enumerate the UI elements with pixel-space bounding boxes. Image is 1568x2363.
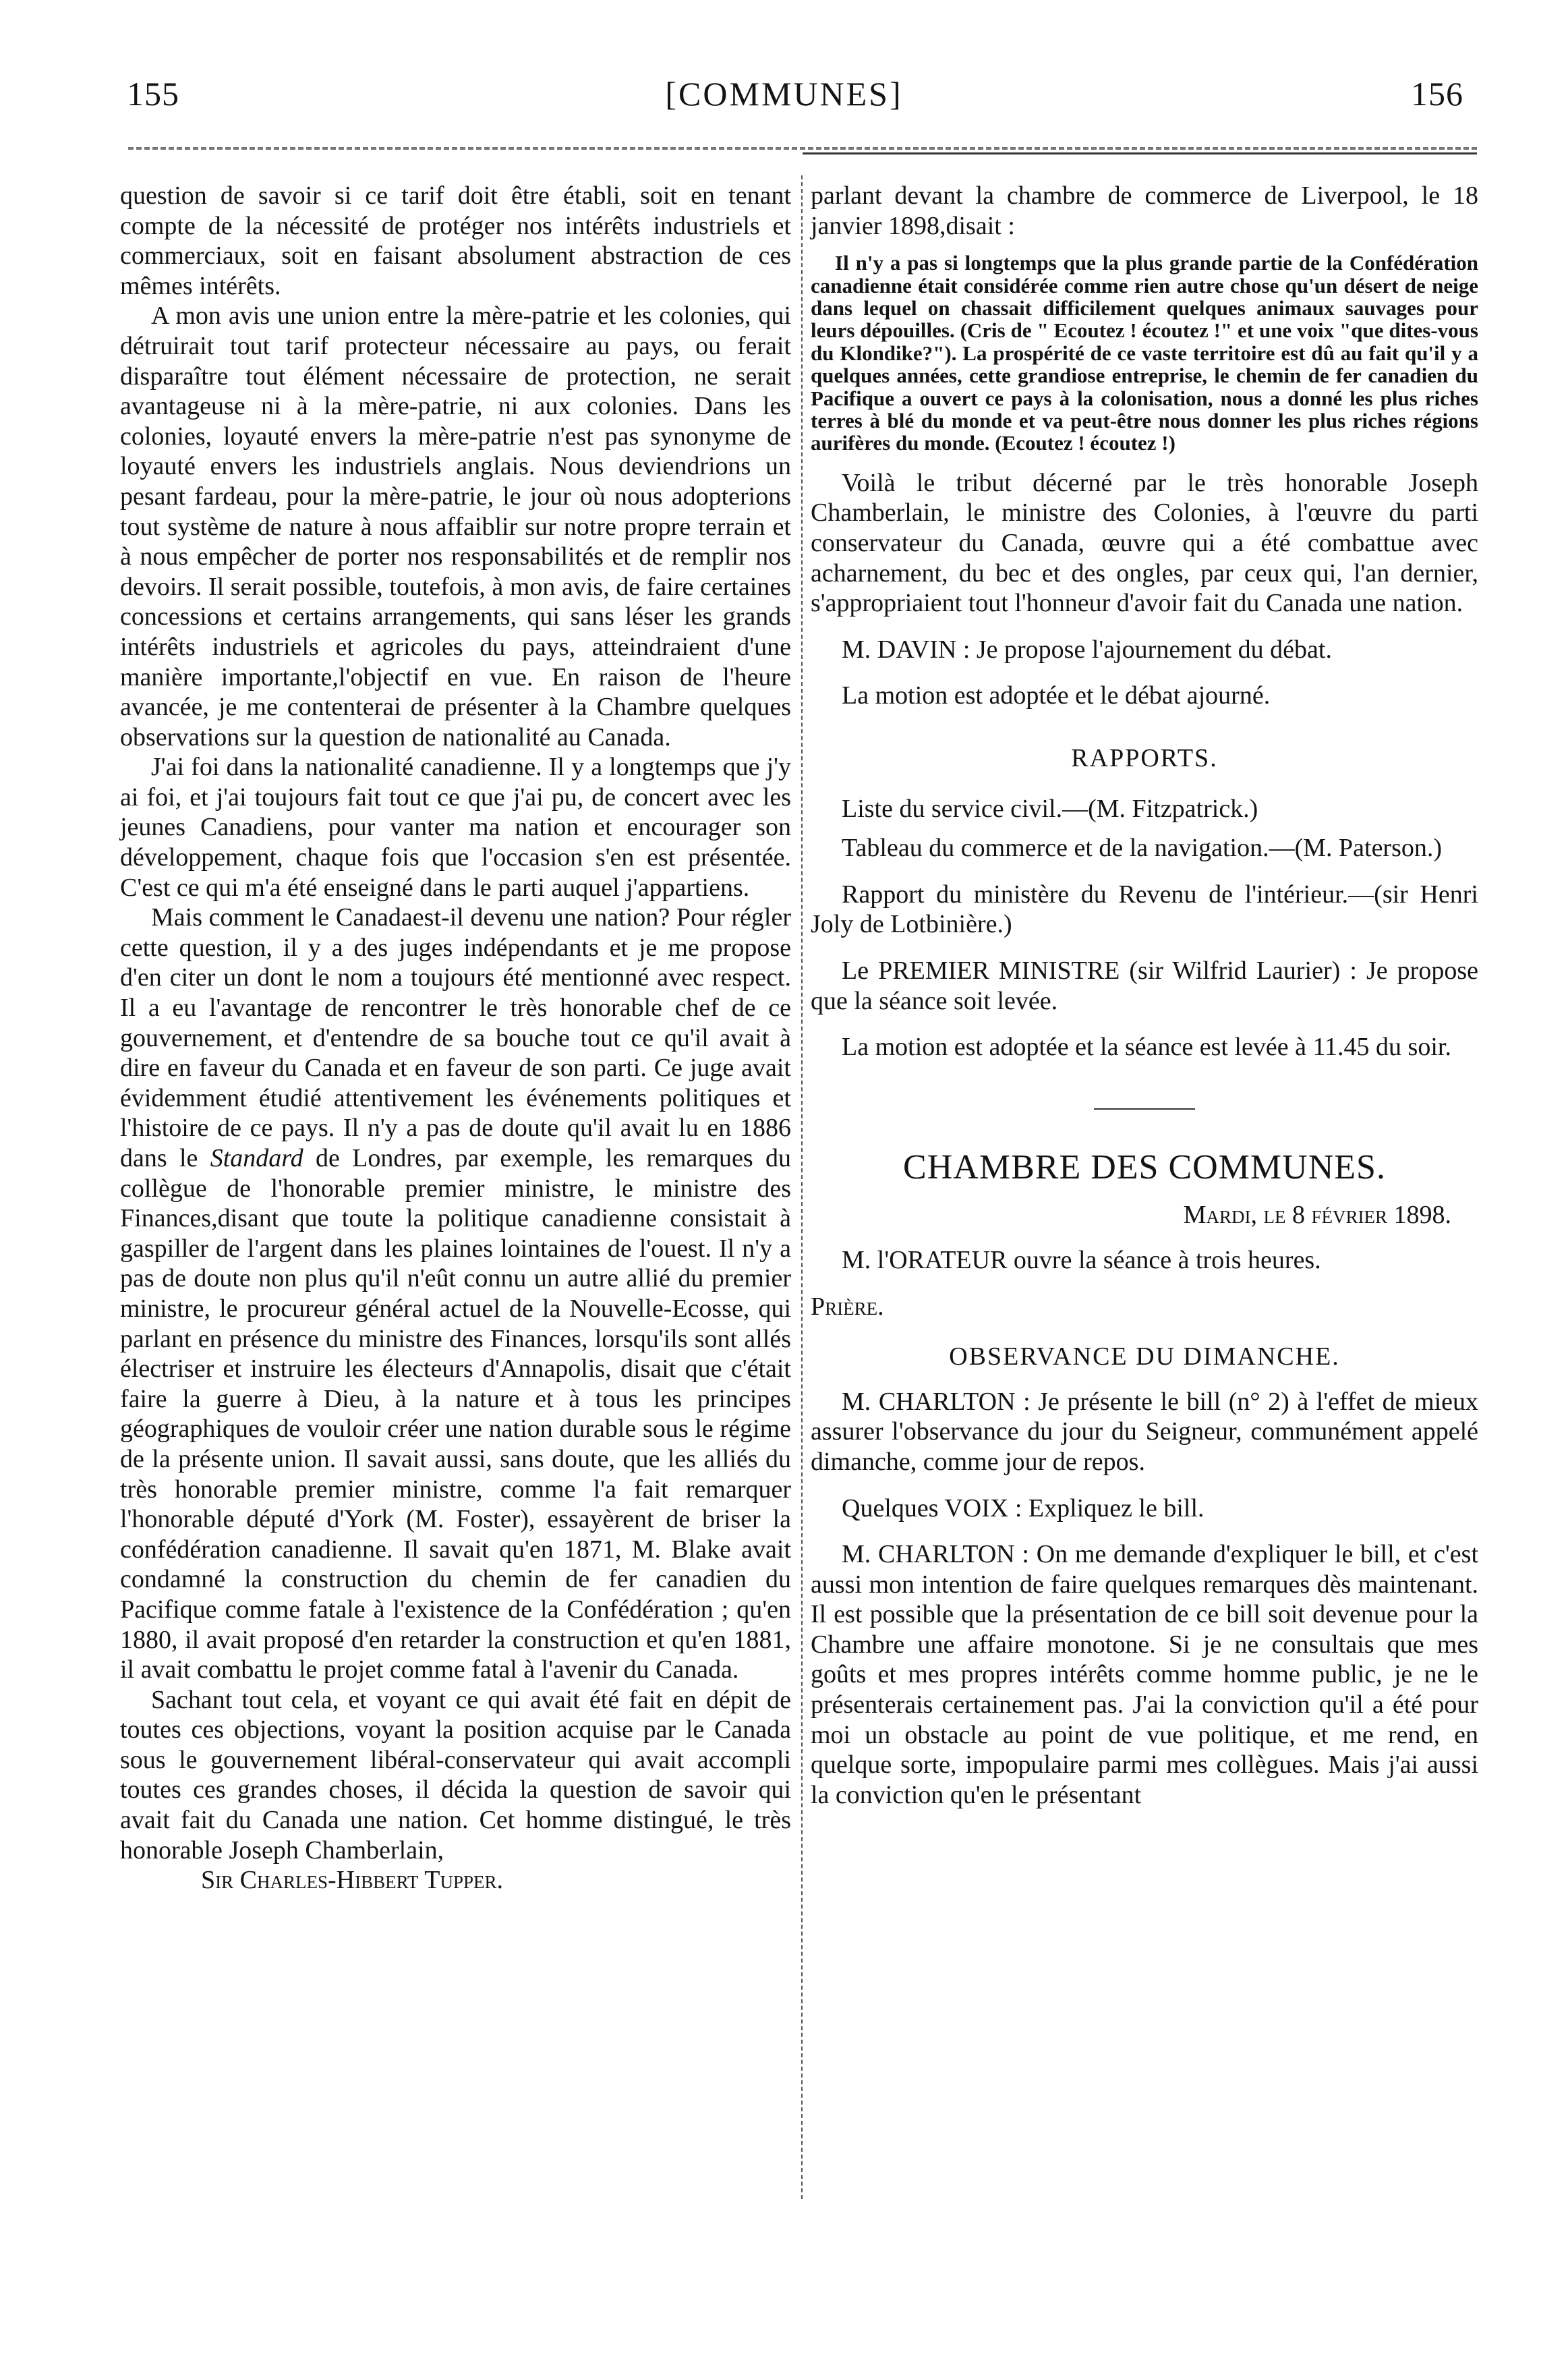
- orateur-opening: M. l'ORATEUR ouvre la séance à trois heures.: [842, 1245, 1321, 1274]
- right-column: [811, 181, 1478, 1810]
- voix-request: Quelques VOIX : Expliquez le bill.: [842, 1493, 1204, 1522]
- session-date-text: Mardi, le 8 février 1898.: [1183, 1201, 1451, 1230]
- chamberlain-quote: Il n'y a pas si longtemps que la plus grande partie de la Confédération canadienne était considérée comme rien autre chose qu'un désert de neige dans lequel on chassait difficilement quelques animaux sauvages pour leurs dépouilles. (Cris de " Ecoutez ! écoutez !" et une voix "que dites-vous du Klondike?"). La prospérité de ce vaste territoire est dû au fait qu'il y a quelques années, cette grandiose entreprise, le chemin de fer canadien du Pacifique a ouvert ce pays à la colonisation, nous a donné les plus riches terres à blé du monde et va peut-être nous donner les plus riches régions aurifères du monde. (Ecoutez ! écoutez !): [811, 251, 1478, 455]
- motion-adopted: La motion est adoptée et le débat ajourné.: [842, 681, 1271, 710]
- seance-levee: La motion est adoptée et la séance est levée à 11.45 du soir.: [842, 1033, 1451, 1062]
- left-paragraph-1: question de savoir si ce tarif doit être établi, soit en tenant compte de la nécessité de protéger nos intérêts industriels et commerciaux, soit en faisant absolument abstraction de ces mêmes intérêts.: [120, 181, 791, 300]
- running-title: [COMMUNES]: [665, 75, 903, 113]
- rapports-heading: RAPPORTS.: [1071, 744, 1218, 772]
- header-rule-right: [803, 152, 1477, 154]
- section-separator: [1094, 1108, 1195, 1110]
- right-paragraph-2: Voilà le tribut décerné par le très honorable Joseph Chamberlain, le ministre des Colonies, à l'œuvre du parti conservateur du Canada, œuvre qui a été combattue avec acharnement, du bec et des ongles, par ceux qui, l'an dernier, s'appropriaient tout l'honneur d'avoir fait du Canada une nation.: [811, 468, 1478, 618]
- left-paragraph-4: [120, 903, 791, 1684]
- observance-heading: OBSERVANCE DU DIMANCHE.: [949, 1342, 1340, 1371]
- left-paragraph-4-part-b: de Londres, par exemple, les remarques du collègue de l'honorable premier ministre, le ministre des Finances,disant que toute la politique canadienne consistait à gaspiller de l'argent dans les plaines lointaines de l'ouest. Il n'y a pas de doute non plus qu'il n'eût connu un autre allié du premier ministre, le procureur général actuel de la Nouvelle-Ecosse, qui parlant en présence du ministre des Finances, lorsqu'ils sont allés électriser et instruire les électeurs d'Annapolis, disait que c'était faire la guerre à Dieu, à la nature et à tous les principes géographiques de vouloir créer une nation durable sous le régime de la présente union. Il savait aussi, sans doute, que les alliés du très honorable premier ministre, comme l'a fait remarquer l'honorable député d'York (M. Foster), essayèrent de briser la confédération canadienne. Il savait qu'en 1871, M. Blake avait condamné la construction du chemin de fer canadien du Pacifique comme fatale à l'existence de la Confédération ; qu'en 1880, il avait proposé d'en retarder la construction et qu'en 1881, il avait combattu le projet comme fatal à l'avenir du Canada.: [120, 1144, 792, 1684]
- left-paragraph-4-part-a: Mais comment le Canadaest-il devenu une nation? Pour régler cette question, il y a des juges indépendants et je me propose d'en citer un dont le nom a toujours été mentionné avec respect. Il a eu l'avantage de rencontrer le très honorable chef de ce gouvernement, et d'entendre de sa bouche tout ce qu'il avait à dire en faveur du Canada et en faveur de son parti. Ce juge avait évidemment étudié attentivement les événements politiques et l'histoire de ce pays. Il n'y a pas de doute qu'il avait lu en 1886 dans le: [120, 903, 791, 1172]
- left-column: [120, 181, 791, 1896]
- report-item-3: Rapport du ministère du Revenu de l'intérieur.—(sir Henri Joly de Lotbinière.): [811, 880, 1478, 939]
- charlton-speech: M. CHARLTON : On me demande d'expliquer le bill, et c'est aussi mon intention de faire quelques remarques dès maintenant. Il est possible que la présentation de ce bill soit devenue pour la Chambre une affaire monotone. Si je ne consultais que mes goûts et mes propres intérêts comme homme public, je ne le présenterais certainement pas. J'ai la conviction qu'il a été pour moi un obstacle au point de vue politique, et me rend, en quelque sorte, impopulaire parmi mes collègues. Mais j'ai aussi la conviction qu'en le présentant: [811, 1540, 1478, 1809]
- session-date: [811, 1200, 1478, 1230]
- chambre-heading: CHAMBRE DES COMMUNES.: [903, 1147, 1386, 1187]
- page-number-left: 155: [127, 75, 179, 113]
- speaker-signature: Sir Charles-Hibbert Tupper.: [201, 1866, 504, 1895]
- priere-label: Prière.: [811, 1292, 884, 1321]
- left-paragraph-5: Sachant tout cela, et voyant ce qui avait été fait en dépit de toutes ces objections, voyant la position acquise par le Canada sous le gouvernement libéral-conservateur qui avait accompli toutes ces grandes choses, il décida la question de savoir qui avait fait du Canada une nation. Cet homme distingué, le très honorable Joseph Chamberlain,: [120, 1685, 791, 1864]
- charlton-bill: M. CHARLTON : Je présente le bill (n° 2) à l'effet de mieux assurer l'observance du jour du Seigneur, communément appelé dimanche, comme jour de repos.: [811, 1387, 1478, 1476]
- premier-ministre-motion: Le PREMIER MINISTRE (sir Wilfrid Laurier) : Je propose que la séance soit levée.: [811, 956, 1478, 1015]
- column-divider: [801, 175, 803, 2199]
- newspaper-title: Standard: [210, 1144, 303, 1172]
- report-item-2: Tableau du commerce et de la navigation.—(M. Paterson.): [842, 834, 1443, 863]
- report-item-1: Liste du service civil.—(M. Fitzpatrick.): [842, 794, 1258, 823]
- left-paragraph-3: J'ai foi dans la nationalité canadienne. Il y a longtemps que j'y ai foi, et j'ai toujours fait tout ce que j'ai pu, de concert avec les jeunes Canadiens, pour vanter ma nation et encourager son développement, chaque fois que l'occasion s'en est présentée. C'est ce qui m'a été enseigné dans le parti auquel j'appartiens.: [120, 753, 791, 902]
- page-number-right: 156: [1411, 75, 1463, 113]
- davin-motion: M. DAVIN : Je propose l'ajournement du débat.: [842, 635, 1332, 664]
- header-rule: [128, 147, 1477, 150]
- right-paragraph-1: parlant devant la chambre de commerce de Liverpool, le 18 janvier 1898,disait :: [811, 181, 1478, 240]
- left-paragraph-2: A mon avis une union entre la mère-patrie et les colonies, qui détruirait tout tarif protecteur nécessaire au pays, ou ferait disparaître tout élément nécessaire de protection, ne serait avantageuse ni à la mère-patrie, ni aux colonies. Dans les colonies, loyauté envers la mère-patrie n'est pas synonyme de loyauté envers les industriels anglais. Nous deviendrions un pesant fardeau, pour la mère-patrie, le jour où nous adopterions tout système de nature à nous affaiblir sur notre propre terrain et à nous empêcher de porter nos responsabilités et de remplir nos devoirs. Il serait possible, toutefois, à mon avis, de faire certaines concessions et certains arrangements, qui sans léser les grands intérêts industriels et agricoles du pays, atteindraient d'une manière importante,l'objectif en vue. En raison de l'heure avancée, je me contenterai de présenter à la Chambre quelques observations sur la question de nationalité au Canada.: [120, 302, 791, 751]
